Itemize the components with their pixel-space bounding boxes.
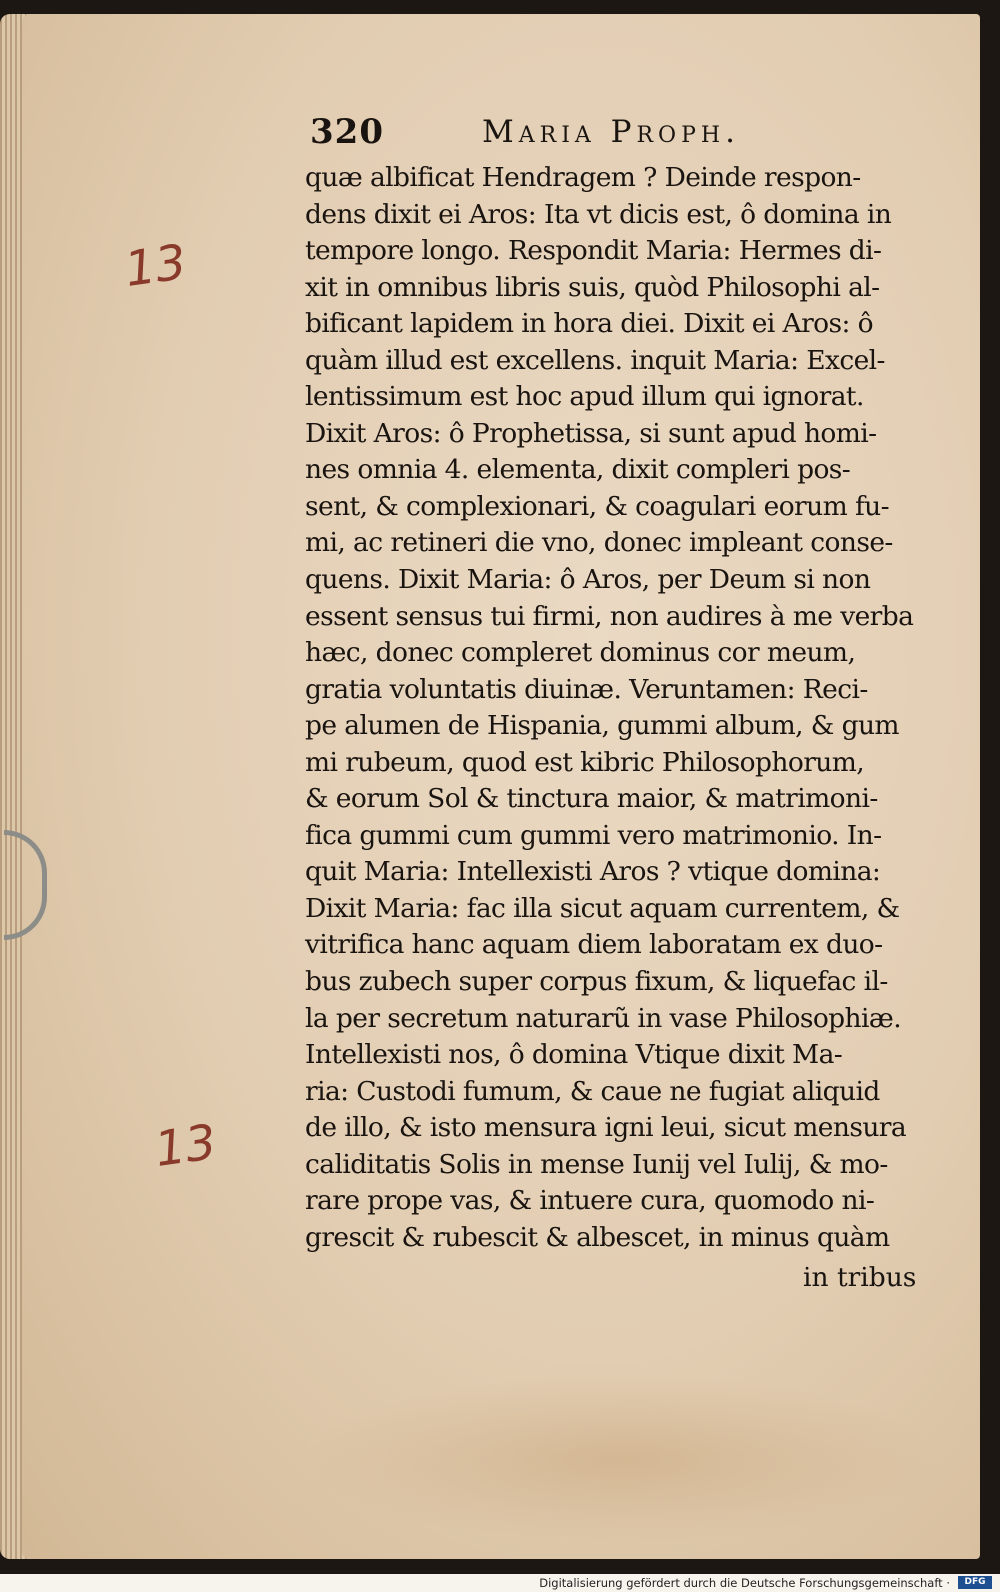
text-line: gratia voluntatis diuinæ. Veruntamen: Reci- — [305, 673, 868, 705]
text-line: sent, & complexionari, & coagulari eorum fu- — [305, 490, 889, 522]
text-line: & eorum Sol & tinctura maior, & matrimoni- — [305, 783, 878, 815]
page-header — [310, 112, 930, 162]
text-line: lentissimum est hoc apud illum qui ignorat. — [305, 381, 864, 413]
text-line: pe alumen de Hispania, gummi album, & gum — [305, 710, 899, 742]
text-line: bificant lapidem in hora diei. Dixit ei Aros: ô — [305, 308, 873, 340]
text-line: tempore longo. Respondit Maria: Hermes di- — [305, 235, 882, 267]
margin-note: 13 — [151, 1114, 220, 1178]
text-line: quæ albificat Hendragem ? Deinde respon- — [305, 162, 861, 193]
text-line: ria: Custodi fumum, & caue ne fugiat aliquid — [305, 1075, 880, 1107]
footer-credit: Digitalisierung gefördert durch die Deutsche Forschungsgemeinschaft · — [539, 1576, 950, 1590]
text-line: quàm illud est excellens. inquit Maria: Excel- — [305, 344, 885, 376]
text-line: quens. Dixit Maria: ô Aros, per Deum si non — [305, 564, 871, 596]
text-line: Intellexisti nos, ô domina Vtique dixit Ma- — [305, 1039, 843, 1071]
page-number: 320 — [310, 112, 384, 152]
text-line: nes omnia 4. elementa, dixit compleri pos- — [305, 454, 851, 486]
body-text — [305, 160, 937, 1256]
text-line: xit in omnibus libris suis, quòd Philosophi al- — [305, 271, 880, 303]
text-line: mi, ac retineri die vno, donec impleant conse- — [305, 527, 893, 559]
catchword: in tribus — [803, 1262, 917, 1293]
text-line: Dixit Aros: ô Prophetissa, si sunt apud homi- — [305, 417, 877, 449]
text-line: rare prope vas, & intuere cura, quomodo ni- — [305, 1185, 875, 1217]
text-line: grescit & rubescit & albescet, in minus quàm — [305, 1221, 890, 1253]
running-title: Maria Proph. — [482, 114, 740, 150]
text-line: essent sensus tui firmi, non audires à me verba — [305, 600, 914, 632]
text-line: de illo, & isto mensura igni leui, sicut mensura — [305, 1112, 907, 1144]
text-line: mi rubeum, quod est kibric Philosophorum, — [305, 746, 865, 778]
text-line: quit Maria: Intellexisti Aros ? vtique domina: — [305, 856, 881, 888]
text-line: dens dixit ei Aros: Ita vt dicis est, ô domina in — [305, 198, 892, 230]
text-line: caliditatis Solis in mense Iunij vel Iulij, & mo- — [305, 1148, 888, 1180]
footer-bar — [0, 1574, 1000, 1592]
margin-note: 13 — [121, 234, 190, 298]
text-line: hæc, donec compleret dominus cor meum, — [305, 637, 856, 669]
text-line: la per secretum naturarũ in vase Philosophiæ. — [305, 1002, 902, 1034]
text-line: vitrifica hanc aquam diem laboratam ex duo- — [305, 929, 883, 961]
text-line: fica gummi cum gummi vero matrimonio. In- — [305, 819, 882, 851]
text-line: Dixit Maria: fac illa sicut aquam currentem, & — [305, 892, 900, 924]
paper-stain — [302, 1374, 942, 1544]
dfg-logo: DFG — [958, 1576, 992, 1589]
text-line: bus zubech super corpus fixum, & liquefac il- — [305, 966, 888, 998]
